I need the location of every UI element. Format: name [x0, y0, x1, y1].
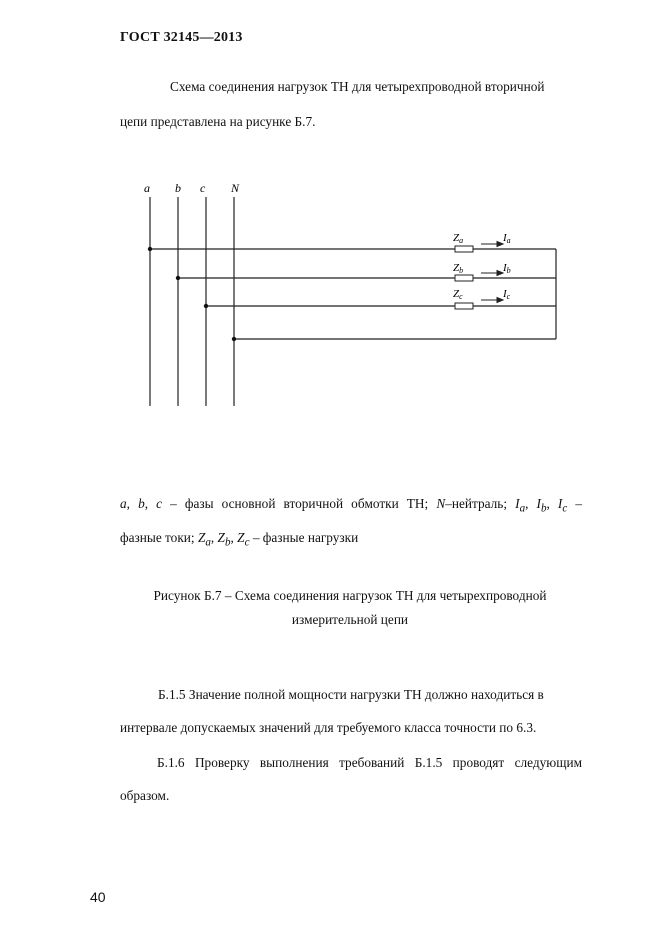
bus-label-b: b: [175, 181, 181, 195]
legend-line-1: a, b, c – фазы основной вторичной обмотки ТН; N–нейтраль; $I_a$, $I_b$, $I_c$ –: [120, 496, 583, 515]
legend-line-2: фазные токи; $Z_a$, $Z_b$, $Z_c$ – фазные нагрузки: [120, 530, 359, 549]
impedance-label-a: Za: [453, 232, 464, 245]
para-b16-line-1: Б.1.6 Проверку выполнения требований Б.1.5 проводят следующим: [157, 755, 582, 770]
impedance-label-c: Zc: [453, 288, 463, 301]
bus-label-a: a: [144, 181, 150, 195]
current-label-a: Ia: [503, 232, 511, 245]
current-label-c: Ic: [503, 288, 511, 301]
document-header: ГОСТ 32145—2013: [120, 30, 243, 45]
figure-caption-line-1: Рисунок Б.7 – Схема соединения нагрузок ТН для четырехпроводной: [153, 588, 547, 603]
junction-dot-b: [176, 276, 180, 280]
bus-label-n: N: [231, 181, 240, 195]
current-label-b: Ib: [503, 262, 511, 275]
junction-dot-n: [232, 337, 236, 341]
para-b15-line-1: Б.1.5 Значение полной мощности нагрузки ТН должно находиться в: [158, 687, 544, 702]
para-b16-line-2: образом.: [120, 788, 170, 803]
load-resistor-a: [455, 246, 473, 252]
impedance-label-b: Zb: [453, 262, 464, 275]
load-resistor-b: [455, 275, 473, 281]
junction-dot-a: [148, 247, 152, 251]
bus-label-c: c: [200, 181, 206, 195]
intro-line-2: цепи представлена на рисунке Б.7.: [120, 114, 316, 129]
para-b15-line-2: интервале допускаемых значений для требуемого класса точности по 6.3.: [120, 720, 537, 735]
page-number: 40: [90, 889, 106, 905]
load-resistor-c: [455, 303, 473, 309]
intro-line-1: Схема соединения нагрузок ТН для четырехпроводной вторичной: [170, 79, 545, 94]
junction-dot-c: [204, 304, 208, 308]
figure-caption-line-2: измерительной цепи: [291, 612, 409, 627]
